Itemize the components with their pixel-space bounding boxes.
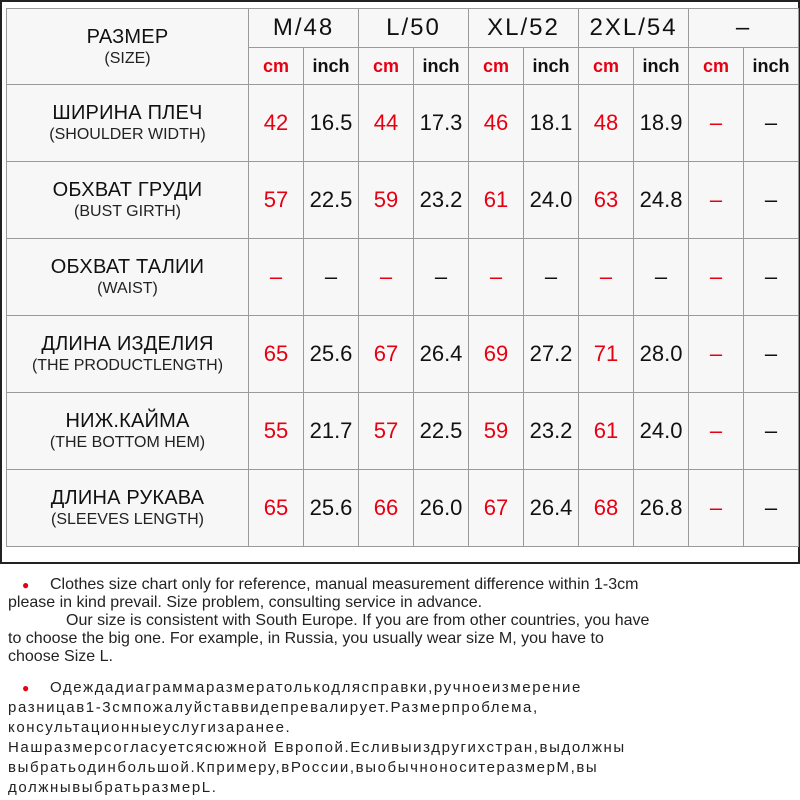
measurement-label-cell xyxy=(7,470,249,547)
value-inch-cell: 26.0 xyxy=(414,470,469,547)
value-cm-cell: – xyxy=(579,239,634,316)
table-row xyxy=(7,393,799,470)
value-inch-cell: 22.5 xyxy=(414,393,469,470)
measurement-label-cell xyxy=(7,239,249,316)
measurement-label-en: (SLEEVES LENGTH) xyxy=(51,511,204,528)
value-inch-cell: 24.0 xyxy=(524,162,579,239)
value-inch-cell: 17.3 xyxy=(414,85,469,162)
value-cm-cell: 66 xyxy=(359,470,414,547)
value-cm-cell: 67 xyxy=(359,316,414,393)
measurement-label-cell xyxy=(7,393,249,470)
value-cm-cell: – xyxy=(249,239,304,316)
measurement-label-en: (WAIST) xyxy=(97,280,158,297)
notes-english xyxy=(8,576,792,666)
value-inch-cell: 24.0 xyxy=(634,393,689,470)
value-inch-cell: – xyxy=(744,393,799,470)
note-line: to choose the big one. For example, in Russia, you usually wear size M, you have to xyxy=(8,630,604,647)
value-inch-cell: 23.2 xyxy=(524,393,579,470)
value-cm-cell: 48 xyxy=(579,85,634,162)
size-column-header: 2XL/54 xyxy=(579,9,689,48)
value-inch-cell: – xyxy=(744,316,799,393)
bullet-icon: ● xyxy=(22,578,30,592)
value-cm-cell: 71 xyxy=(579,316,634,393)
value-inch-cell: 18.9 xyxy=(634,85,689,162)
unit-inch-header: inch xyxy=(414,48,469,85)
unit-inch-header: inch xyxy=(634,48,689,85)
value-inch-cell: – xyxy=(744,239,799,316)
size-column-header: XL/52 xyxy=(469,9,579,48)
value-cm-cell: 59 xyxy=(469,393,524,470)
notes-section xyxy=(0,564,800,800)
value-cm-cell: 59 xyxy=(359,162,414,239)
value-cm-cell: 67 xyxy=(469,470,524,547)
unit-cm-header: cm xyxy=(579,48,634,85)
value-inch-cell: – xyxy=(304,239,359,316)
value-inch-cell: 25.6 xyxy=(304,316,359,393)
size-column-header: M/48 xyxy=(249,9,359,48)
value-inch-cell: 25.6 xyxy=(304,470,359,547)
value-inch-cell: 21.7 xyxy=(304,393,359,470)
value-inch-cell: – xyxy=(634,239,689,316)
unit-inch-header: inch xyxy=(524,48,579,85)
note-line: консультационныеуслугизаранее. xyxy=(8,719,292,736)
value-inch-cell: 16.5 xyxy=(304,85,359,162)
value-cm-cell: 61 xyxy=(579,393,634,470)
value-cm-cell: – xyxy=(689,393,744,470)
value-cm-cell: 68 xyxy=(579,470,634,547)
measurement-label-ru: ШИРИНА ПЛЕЧ xyxy=(52,102,203,124)
value-inch-cell: 24.8 xyxy=(634,162,689,239)
note-line: разницав1-3cмпожалуйставвидепревалирует.Размерпроблема, xyxy=(8,699,539,716)
value-inch-cell: 26.4 xyxy=(524,470,579,547)
value-inch-cell: 27.2 xyxy=(524,316,579,393)
unit-inch-header: inch xyxy=(744,48,799,85)
value-cm-cell: 63 xyxy=(579,162,634,239)
size-header-en: (SIZE) xyxy=(104,49,151,67)
unit-cm-header: cm xyxy=(689,48,744,85)
note-line: ● Clothes size chart only for reference, manual measurement difference within 1-3cm xyxy=(8,576,792,594)
value-inch-cell: 26.4 xyxy=(414,316,469,393)
table-row xyxy=(7,85,799,162)
measurement-label-cell xyxy=(7,316,249,393)
value-inch-cell: 28.0 xyxy=(634,316,689,393)
unit-cm-header: cm xyxy=(469,48,524,85)
measurement-label-en: (THE BOTTOM HEM) xyxy=(49,434,206,451)
value-cm-cell: 57 xyxy=(359,393,414,470)
measurement-label-cell xyxy=(7,85,249,162)
table-row xyxy=(7,239,799,316)
note-line: Our size is consistent with South Europe. If you are from other countries, you have xyxy=(66,612,650,629)
value-cm-cell: – xyxy=(689,239,744,316)
value-cm-cell: 61 xyxy=(469,162,524,239)
size-header-cell xyxy=(7,9,249,85)
note-line: должнывыбратьразмерL. xyxy=(8,779,218,796)
size-column-header: – xyxy=(689,9,799,48)
value-inch-cell: 26.8 xyxy=(634,470,689,547)
measurement-label-ru: ОБХВАТ ГРУДИ xyxy=(52,179,203,201)
measurement-label-cell xyxy=(7,162,249,239)
size-header-ru: РАЗМЕР xyxy=(86,25,169,48)
unit-cm-header: cm xyxy=(359,48,414,85)
note-line: ● Одеждадиаграммаразмератолькодляcправки,ручноеизмерение xyxy=(8,678,792,698)
table-row xyxy=(7,316,799,393)
value-cm-cell: – xyxy=(689,470,744,547)
value-cm-cell: 65 xyxy=(249,470,304,547)
value-cm-cell: 44 xyxy=(359,85,414,162)
measurement-label-en: (THE PRODUCTLENGTH) xyxy=(31,357,224,374)
value-inch-cell: – xyxy=(524,239,579,316)
value-inch-cell: – xyxy=(744,470,799,547)
measurement-label-en: (SHOULDER WIDTH) xyxy=(49,126,206,143)
value-cm-cell: 46 xyxy=(469,85,524,162)
value-inch-cell: – xyxy=(744,85,799,162)
value-cm-cell: – xyxy=(469,239,524,316)
note-line: выбратьодинбольшой.Кпримеру,вРоссии,выобычноноситеразмерM,вы xyxy=(8,759,599,776)
table-row xyxy=(7,162,799,239)
value-cm-cell: – xyxy=(359,239,414,316)
value-cm-cell: – xyxy=(689,85,744,162)
size-column-header: L/50 xyxy=(359,9,469,48)
unit-inch-header: inch xyxy=(304,48,359,85)
measurement-label-en: (BUST GIRTH) xyxy=(74,203,181,220)
table-row xyxy=(7,470,799,547)
value-inch-cell: 23.2 xyxy=(414,162,469,239)
value-cm-cell: 55 xyxy=(249,393,304,470)
value-cm-cell: – xyxy=(689,162,744,239)
value-inch-cell: – xyxy=(744,162,799,239)
measurement-label-ru: ОБХВАТ ТАЛИИ xyxy=(50,256,205,278)
value-cm-cell: – xyxy=(689,316,744,393)
notes-russian xyxy=(8,678,792,798)
size-table xyxy=(6,8,799,547)
unit-cm-header: cm xyxy=(249,48,304,85)
note-line: choose Size L. xyxy=(8,648,113,665)
value-cm-cell: 42 xyxy=(249,85,304,162)
measurement-label-ru: ДЛИНА РУКАВА xyxy=(50,487,205,509)
value-cm-cell: 69 xyxy=(469,316,524,393)
bullet-icon: ● xyxy=(22,681,31,695)
value-inch-cell: – xyxy=(414,239,469,316)
note-line: Нашразмерсогласуетсясюжной Европой.Есливыиздругихстран,выдолжны xyxy=(8,739,626,756)
value-cm-cell: 57 xyxy=(249,162,304,239)
measurement-label-ru: ДЛИНА ИЗДЕЛИЯ xyxy=(41,333,214,355)
value-inch-cell: 22.5 xyxy=(304,162,359,239)
value-cm-cell: 65 xyxy=(249,316,304,393)
value-inch-cell: 18.1 xyxy=(524,85,579,162)
note-line: please in kind prevail. Size problem, consulting service in advance. xyxy=(8,594,483,611)
measurement-label-ru: НИЖ.КАЙМА xyxy=(65,410,190,432)
